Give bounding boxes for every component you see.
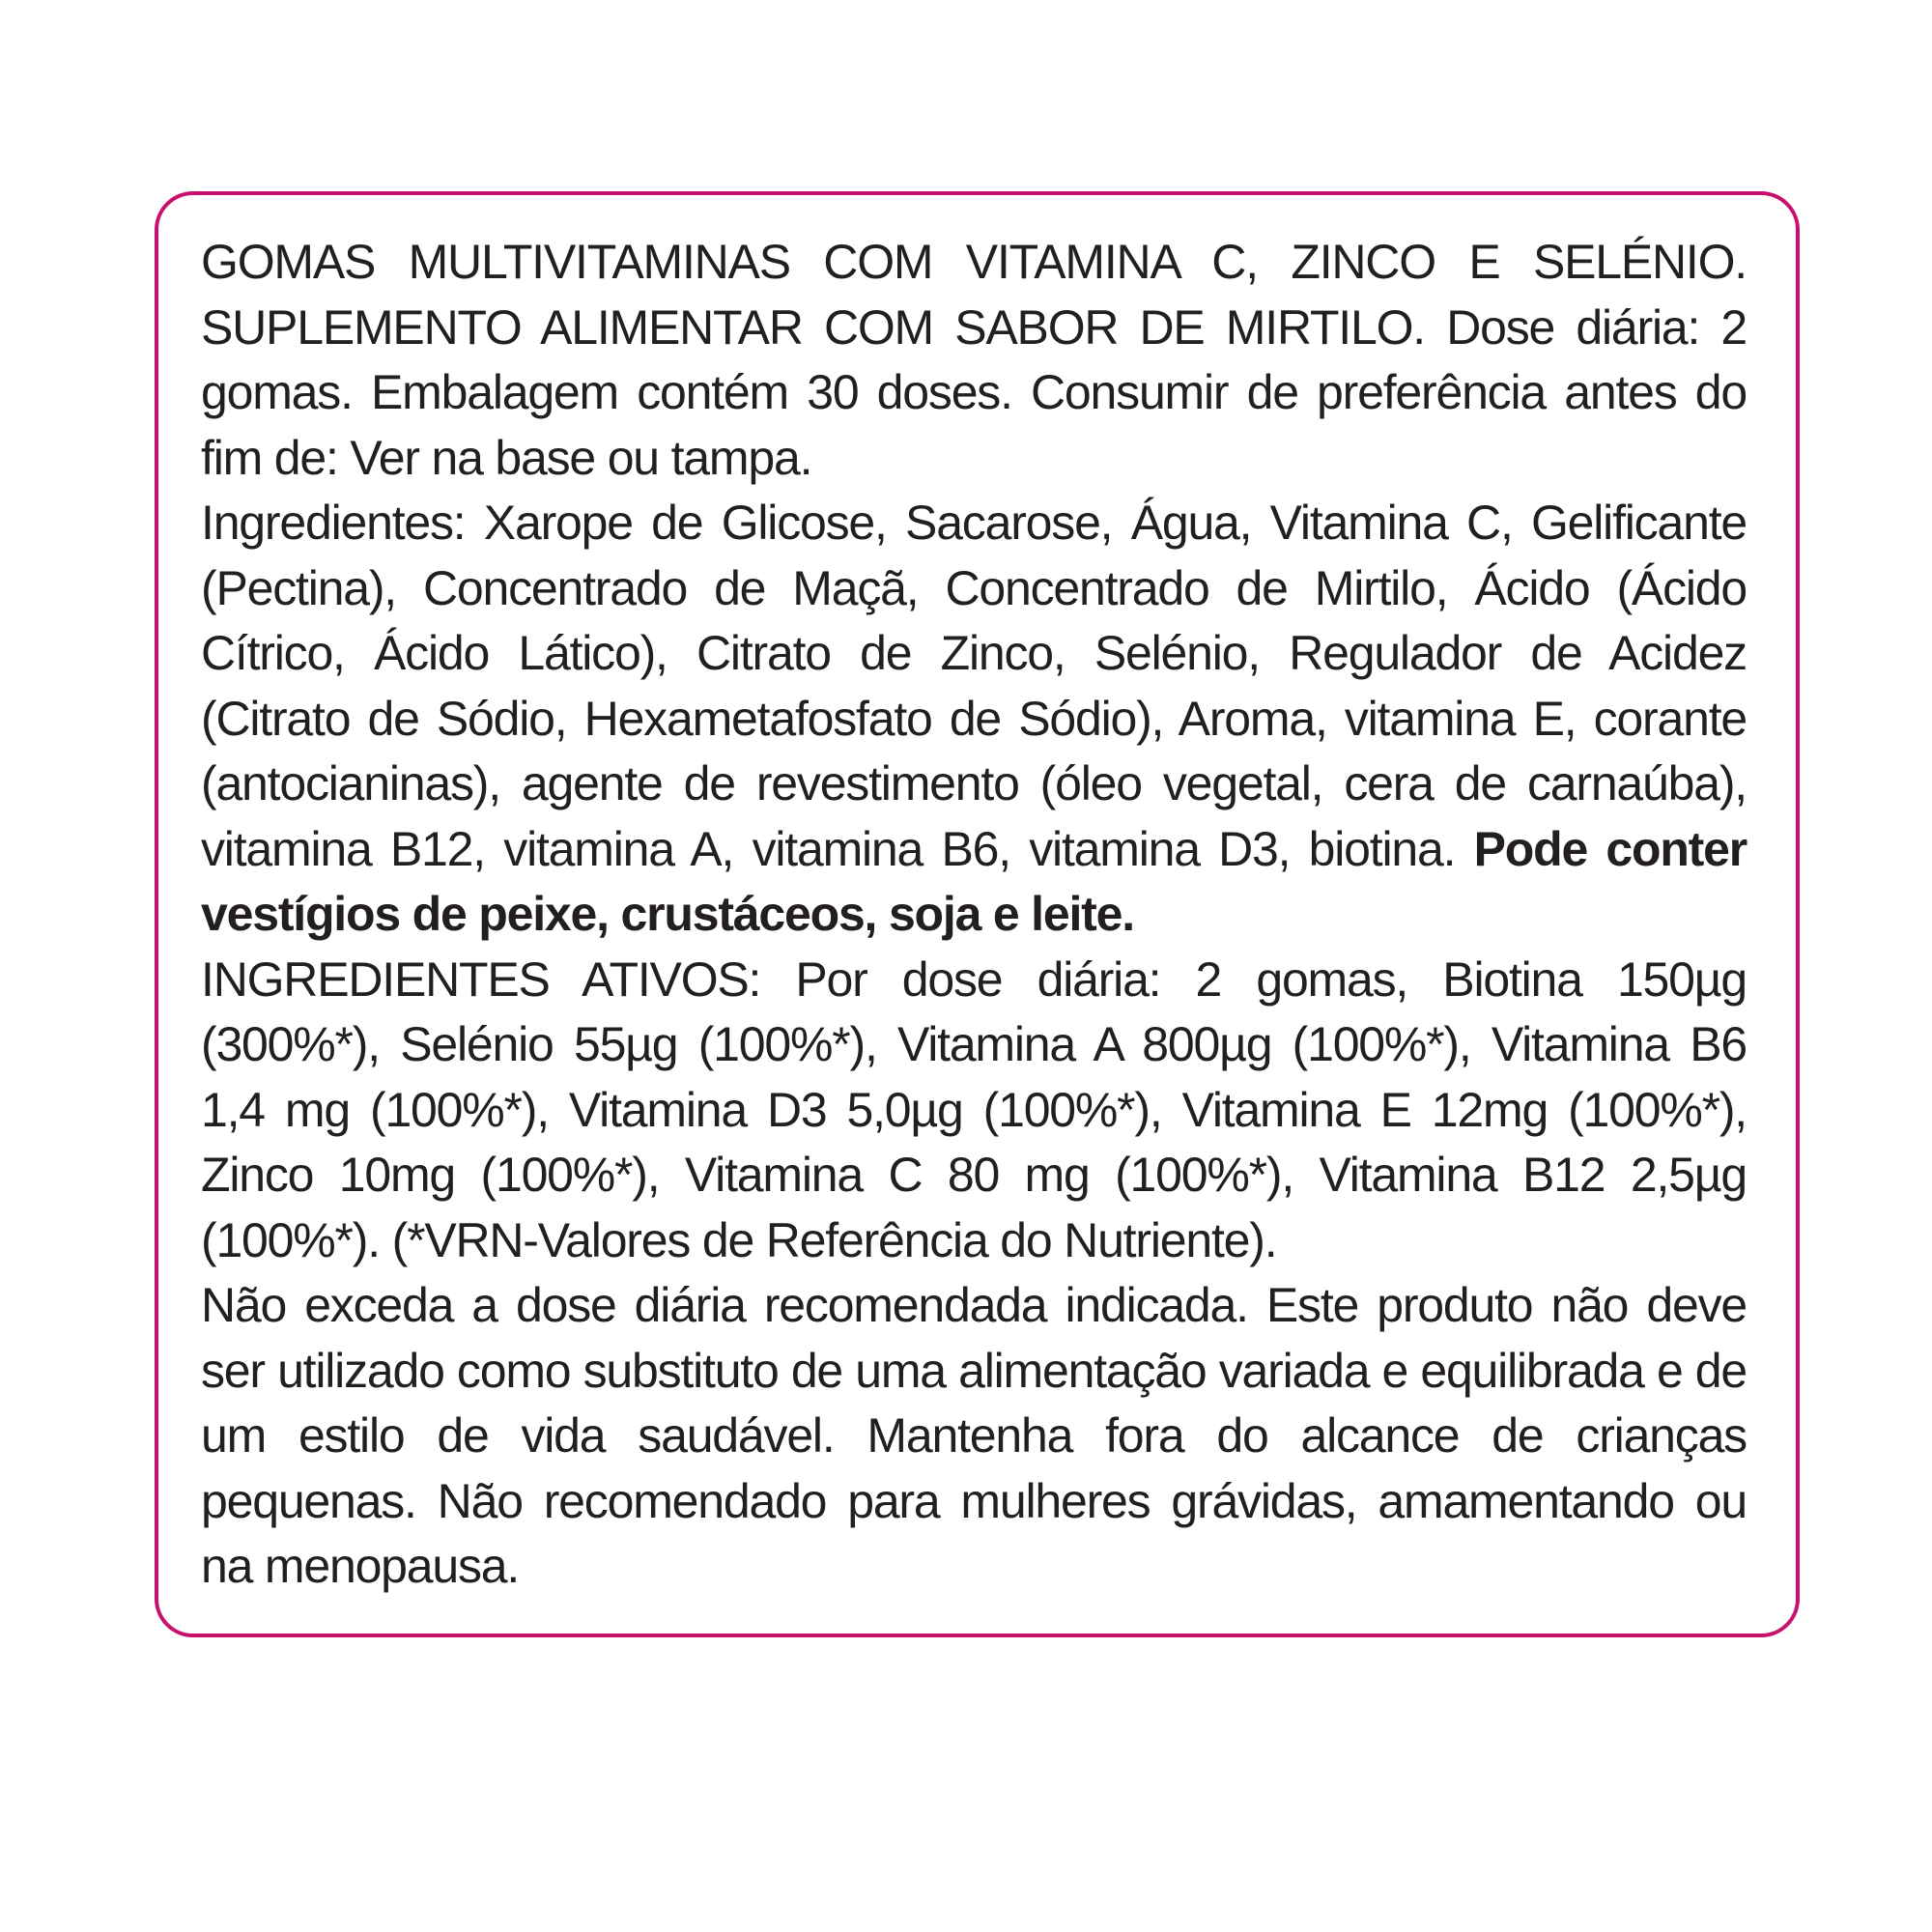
allergen-warning: Pode conter vestígios de peixe, crustáceos, soja e leite.: [201, 821, 1747, 941]
active-ingredients: INGREDIENTES ATIVOS: Por dose diária: 2 gomas, Biotina 150µg (300%*), Selénio 55µg (100%*), Vitamina A 800µg (100%*), Vitamina B6 1,4 mg (100%*), Vitamina D3 5,0µg (100%*), Vitamina E 12mg (100%*), Zinco 10mg (100%*), Vitamina C 80 mg (100%*), Vitamina B12 2,5µg (100%*). (*VRN-Valores de Referência do Nutriente).: [201, 952, 1747, 1267]
product-description: GOMAS MULTIVITAMINAS COM VITAMINA C, ZINCO E SELÉNIO. SUPLEMENTO ALIMENTAR COM SABOR DE MIRTILO. Dose diária: 2 gomas. Embalagem contém 30 doses. Consumir de preferência antes do fim de: Ver na base ou tampa.: [201, 235, 1747, 485]
label-text-block: [201, 230, 1747, 1600]
ingredients-list: Ingredientes: Xarope de Glicose, Sacarose, Água, Vitamina C, Gelificante (Pectina), Concentrado de Maçã, Concentrado de Mirtilo, Ácido (Ácido Cítrico, Ácido Lático), Citrato de Zinco, Selénio, Regulador de Acidez (Citrato de Sódio, Hexametafosfato de Sódio), Aroma, vitamina E, corante (antocianinas), agente de revestimento (óleo vegetal, cera de carnaúba), vitamina B12, vitamina A, vitamina B6, vitamina D3, biotina.: [201, 496, 1747, 876]
safety-warning: Não exceda a dose diária recomendada indicada. Este produto não deve ser utilizado como substituto de uma alimentação variada e equilibrada e de um estilo de vida saudável. Mantenha fora do alcance de crianças pequenas. Não recomendado para mulheres grávidas, amamentando ou na menopausa.: [201, 1278, 1747, 1593]
ingredients-paragraph: [201, 491, 1747, 948]
